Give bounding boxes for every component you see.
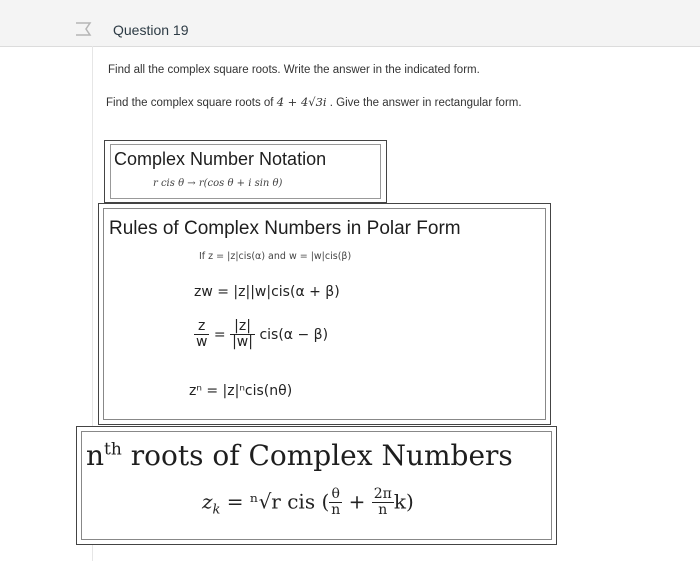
rule-product: zw = |z||w|cis(α + β) [194,284,340,300]
formula-fraction-2pi: $\frac{2\pi}{n}$ [373,486,392,519]
formula-fraction-theta: $\frac{\theta}{n}$ [331,486,341,519]
box-title: $n^{th}$ roots of Complex Numbers [86,439,513,472]
nth-roots-box [76,426,557,545]
quotient-left-fraction: $\frac{z}{w}$ [196,318,208,351]
box-title: Rules of Complex Numbers in Polar Form [109,218,461,239]
quotient-right-fraction: $\frac{|z|}{|w|}$ [232,318,253,351]
box-title: Complex Number Notation [114,149,327,169]
prompt-math: 4 + 4√3i [276,95,327,109]
instruction-text: Find all the complex square roots. Write the answer in the indicated form. [108,64,480,76]
nth-root-formula: $z_k = ^n√r$ cis ( $\frac{\theta}{n}$ + $\frac{2\pi}{n}$ k) [202,486,414,519]
question-title: Question 19 [113,22,189,38]
flag-question-icon[interactable] [74,22,94,36]
prompt-prefix: Find the complex square roots of [106,97,274,109]
quotient-equals: = [213,326,226,343]
polar-rules-box [98,203,551,425]
prompt-text [106,95,522,109]
notation-formula: r cis θ → r(cos θ + i sin θ) [153,178,283,189]
prompt-suffix: . Give the answer in rectangular form. [329,97,522,109]
rule-power: zⁿ = |z|ⁿcis(nθ) [189,383,293,399]
rule-condition: If z = |z|cis(α) and w = |w|cis(β) [199,251,352,262]
quotient-tail: cis(α − β) [259,326,329,343]
complex-notation-box [104,140,387,203]
question-header [0,0,700,47]
rule-quotient [194,319,328,351]
